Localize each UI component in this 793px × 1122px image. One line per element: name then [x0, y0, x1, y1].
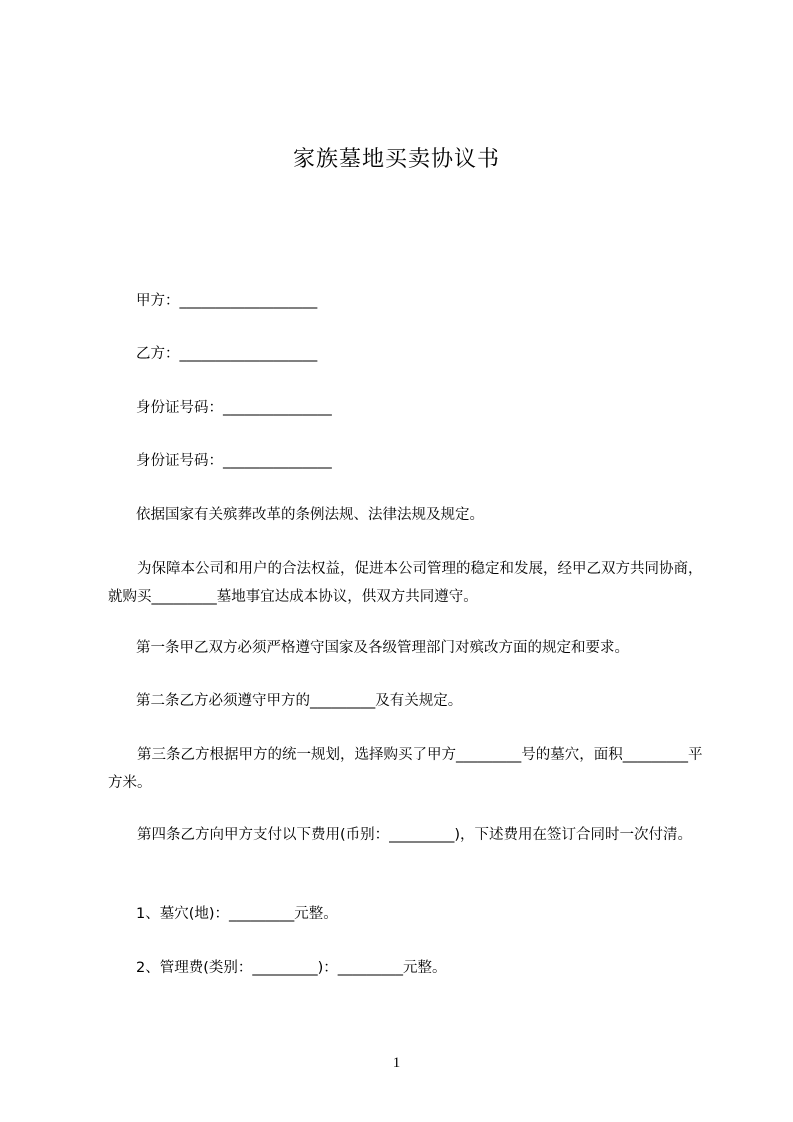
article-1-paragraph: 第一条甲乙双方必须严格遵守国家及各级管理部门对殡改方面的规定和要求。: [136, 640, 629, 656]
id-number-b-line: 身份证号码：_______________: [136, 453, 332, 469]
id-number-a-line: 身份证号码：_______________: [136, 400, 332, 416]
article-4-paragraph: 第四条乙方向甲方支付以下费用(币别：_________)，下述费用在签订合同时一次付清。: [137, 827, 693, 843]
party-b-line: 乙方：___________________: [136, 346, 318, 362]
article-3-paragraph: 第三条乙方根据甲方的统一规划，选择购买了甲方_________号的墓穴，面积_________平方米。: [108, 747, 703, 791]
document-title: 家族墓地买卖协议书: [292, 147, 500, 172]
article-2-paragraph: 第二条乙方必须遵守甲方的_________及有关规定。: [136, 693, 463, 709]
fee-item-2: 2、管理费(类别：_________)：_________元整。: [136, 960, 447, 976]
fee-item-1: 1、墓穴(地)：_________元整。: [136, 906, 338, 922]
legal-basis-paragraph: 依据国家有关殡葬改革的条例法规、法律法规及规定。: [136, 507, 484, 523]
party-a-line: 甲方：___________________: [136, 293, 318, 309]
page-number: 1: [392, 1055, 401, 1071]
purpose-paragraph: 为保障本公司和用户的合法权益，促进本公司管理的稳定和发展，经甲乙双方共同协商，就购买_________墓地事宜达成本协议，供双方共同遵守。: [108, 561, 703, 605]
